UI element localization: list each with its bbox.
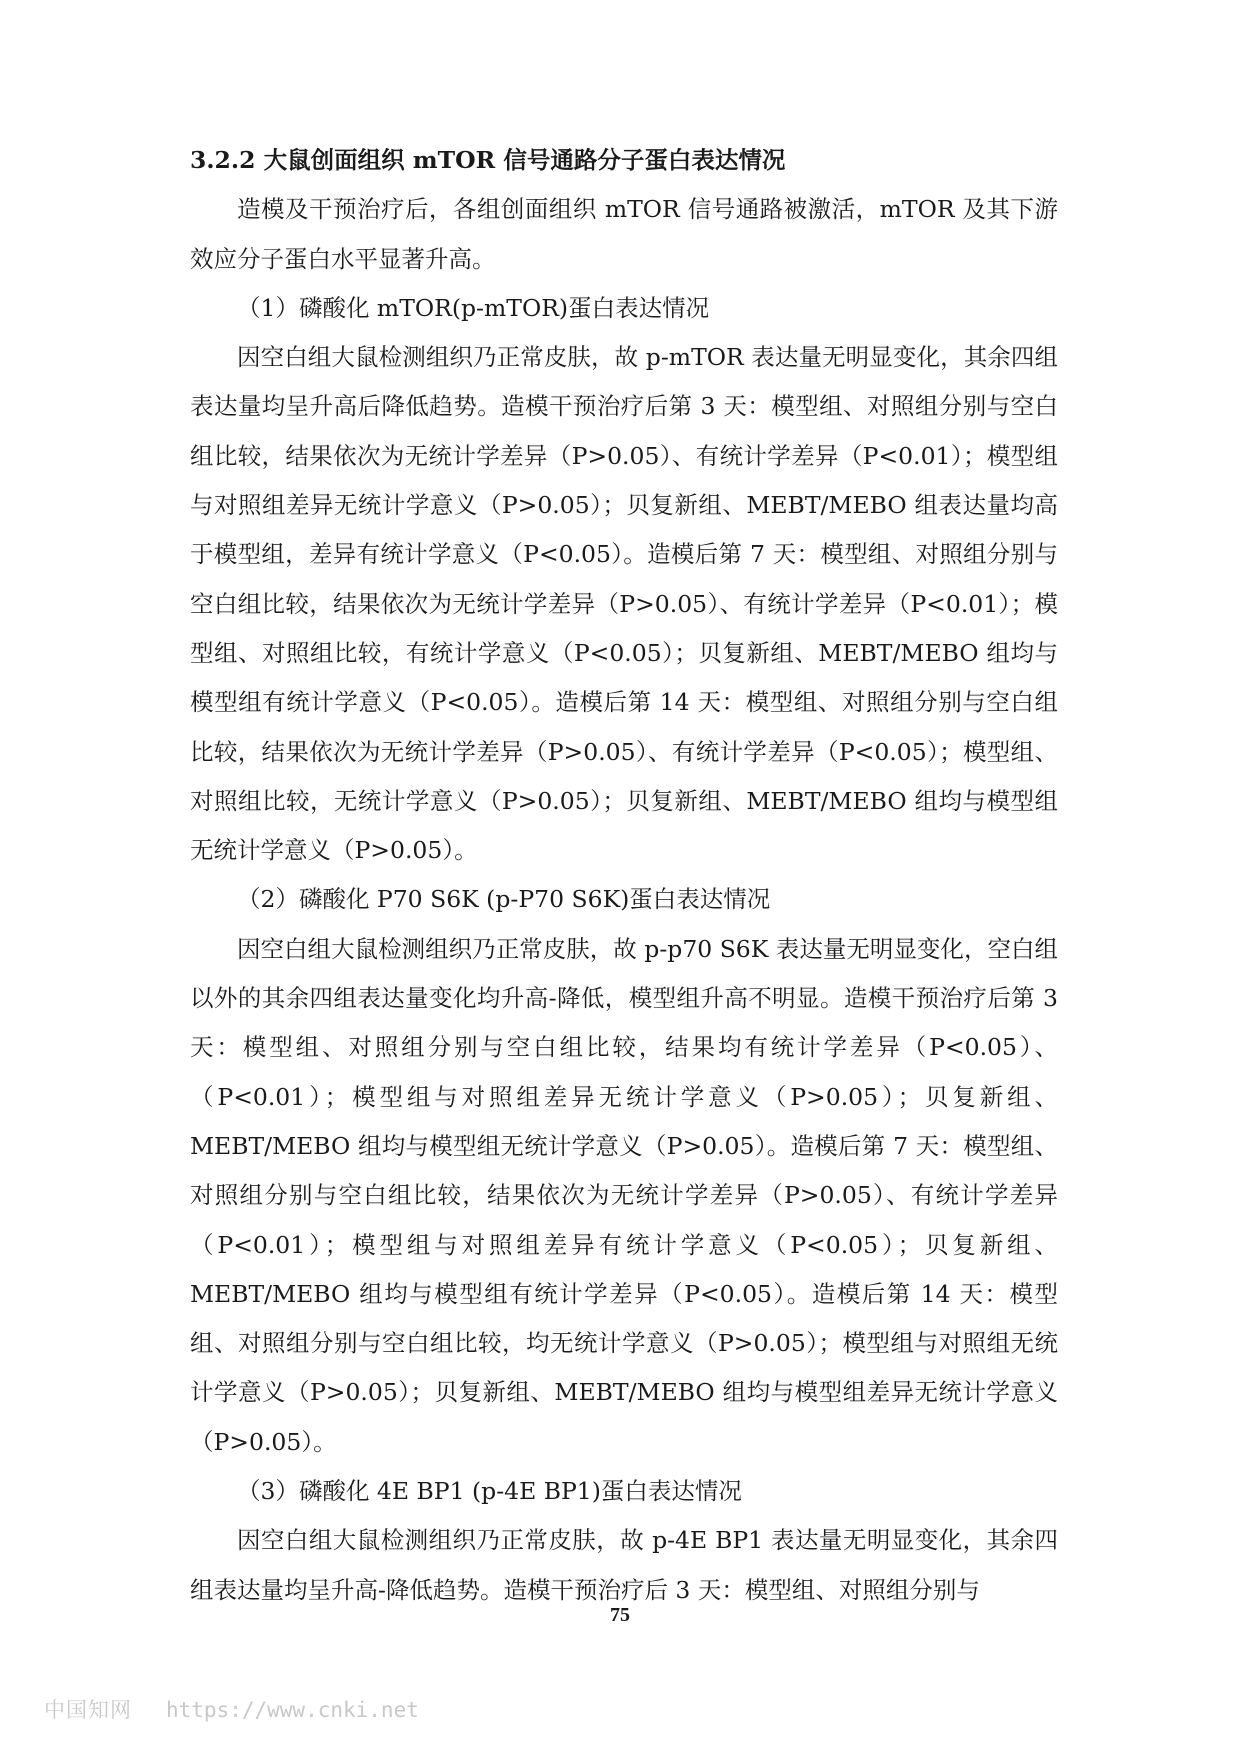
- subsection-2-body: 因空白组大鼠检测组织乃正常皮肤，故 p-p70 S6K 表达量无明显变化，空白组以外的其余四组表达量变化均升高-降低，模型组升高不明显。造模干预治疗后第 3 天：模型组、对照组分别与空白组比较，结果均有统计学差异（P<0.05）、（P<0.01）；模型组与对照组差异无统计学意义（P>0.05）；贝复新组、MEBT/MEBO 组均与模型组无统计学意义（P>0.05）。造模后第 7 天：模型组、对照组分别与空白组比较，结果依次为无统计学差异（P>0.05）、有统计学差异（P<0.01）；模型组与对照组差异有统计学意义（P<0.05）；贝复新组、MEBT/MEBO 组均与模型组有统计学差异（P<0.05）。造模后第 14 天：模型组、对照组分别与空白组比较，均无统计学意义（P>0.05）；模型组与对照组无统计学意义（P>0.05）；贝复新组、MEBT/MEBO 组均与模型组差异无统计学意义（P>0.05）。: [190, 934, 1058, 1456]
- document-body: [190, 136, 1058, 1615]
- page-number: 75: [610, 1604, 630, 1626]
- cnki-watermark: [44, 1694, 419, 1724]
- intro-paragraph: 造模及干预治疗后，各组创面组织 mTOR 信号通路被激活，mTOR 及其下游效应分子蛋白水平显著升高。: [190, 195, 1058, 273]
- subsection-3-title: （3）磷酸化 4E BP1 (p-4E BP1)蛋白表达情况: [237, 1477, 742, 1506]
- subsection-2-title: （2）磷酸化 P70 S6K (p-P70 S6K)蛋白表达情况: [237, 885, 771, 914]
- subsection-1-title: （1）磷酸化 mTOR(p-mTOR)蛋白表达情况: [237, 293, 710, 322]
- subsection-3-body: 因空白组大鼠检测组织乃正常皮肤，故 p-4E BP1 表达量无明显变化，其余四组表达量均呈升高-降低趋势。造模干预治疗后 3 天：模型组、对照组分别与: [190, 1526, 1058, 1604]
- watermark-url: https://www.cnki.net: [166, 1698, 419, 1722]
- section-heading: 3.2.2 大鼠创面组织 mTOR 信号通路分子蛋白表达情况: [190, 146, 786, 174]
- subsection-1-body: 因空白组大鼠检测组织乃正常皮肤，故 p-mTOR 表达量无明显变化，其余四组表达量均呈升高后降低趋势。造模干预治疗后第 3 天：模型组、对照组分别与空白组比较，结果依次为无统计学差异（P>0.05）、有统计学差异（P<0.01）；模型组与对照组差异无统计学意义（P>0.05）；贝复新组、MEBT/MEBO 组表达量均高于模型组，差异有统计学意义（P<0.05）。造模后第 7 天：模型组、对照组分别与空白组比较，结果依次为无统计学差异（P>0.05）、有统计学差异（P<0.01）；模型组、对照组比较，有统计学意义（P<0.05）；贝复新组、MEBT/MEBO 组均与模型组有统计学意义（P<0.05）。造模后第 14 天：模型组、对照组分别与空白组比较，结果依次为无统计学差异（P>0.05）、有统计学差异（P<0.05）；模型组、对照组比较，无统计学意义（P>0.05）；贝复新组、MEBT/MEBO 组均与模型组无统计学意义（P>0.05）。: [190, 343, 1058, 865]
- watermark-name: 中国知网: [44, 1698, 132, 1722]
